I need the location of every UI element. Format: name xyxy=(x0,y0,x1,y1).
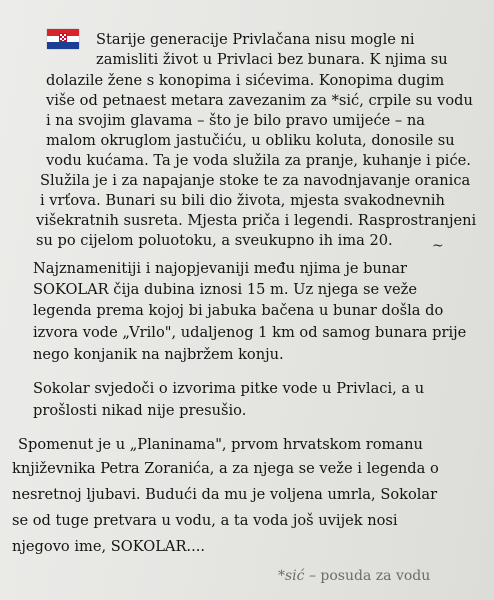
paragraph2-line: legenda prema kojoj bi jabuka bačena u bunar došla do xyxy=(33,302,444,319)
paragraph2-line: izvora vode „Vrilo", udaljenog 1 km od samog bunara prije xyxy=(33,324,467,341)
paragraph4-line: se od tuge pretvara u vodu, a ta voda još uvijek nosi xyxy=(12,512,398,529)
paragraph1-line: zamisliti život u Privlaci bez bunara. K njima su xyxy=(96,51,448,68)
flag-white-stripe xyxy=(47,36,79,43)
coat-of-arms-icon xyxy=(59,33,67,42)
paragraph4-line: nesretnoj ljubavi. Budući da mu je voljena umrla, Sokolar xyxy=(12,486,438,503)
paragraph1-line: su po cijelom poluotoku, a sveukupno ih ima 20. xyxy=(36,232,393,249)
paragraph4-line: Spomenut je u „Planinama", prvom hrvatskom romanu xyxy=(18,436,423,453)
paragraph1-line: višekratnih susreta. Mjesta priča i legendi. Rasprostranjeni xyxy=(36,212,477,229)
paragraph1-line: vodu kućama. Ta je voda služila za pranje, kuhanje i piće. xyxy=(46,152,471,169)
paragraph1-line: malom okruglom jastučiću, u obliku koluta, donosile su xyxy=(46,132,455,149)
footnote-term: *sić xyxy=(278,568,305,584)
handwritten-mark: ~ xyxy=(432,238,444,254)
croatian-flag-icon xyxy=(47,29,79,49)
footnote xyxy=(278,568,430,584)
paragraph2-line: Najznamenitiji i najopjevaniji među njima je bunar xyxy=(33,260,407,277)
paragraph4-line: književnika Petra Zoranića, a za njega se veže i legenda o xyxy=(12,460,439,477)
paragraph1-line: i na svojim glavama – što je bilo pravo umijeće – na xyxy=(46,112,425,129)
paragraph1-line: više od petnaest metara zavezanim za *sić, crpile su vodu xyxy=(46,92,473,109)
paragraph1-line: Služila je i za napajanje stoke te za navodnjavanje oranica xyxy=(40,172,471,189)
paragraph1-line: Starije generacije Privlačana nisu mogle ni xyxy=(96,31,415,48)
paragraph1-line: i vrťova. Bunari su bili dio života, mjesta svakodnevnih xyxy=(40,192,445,209)
paragraph2-line: nego konjanik na najbržem konju. xyxy=(33,346,284,363)
paragraph3-line: Sokolar svjedoči o izvorima pitke vode u Privlaci, a u xyxy=(33,380,425,397)
flag-blue-stripe xyxy=(47,42,79,49)
paragraph1-line: dolazile žene s konopima i sićevima. Konopima dugim xyxy=(46,72,445,89)
footnote-definition: – posuda za vodu xyxy=(304,568,431,584)
paragraph2-line: SOKOLAR čija dubina iznosi 15 m. Uz njega se veže xyxy=(33,281,417,298)
paragraph3-line: prošlosti nikad nije presušio. xyxy=(33,402,247,419)
paragraph4-line: njegovo ime, SOKOLAR.... xyxy=(12,538,205,555)
